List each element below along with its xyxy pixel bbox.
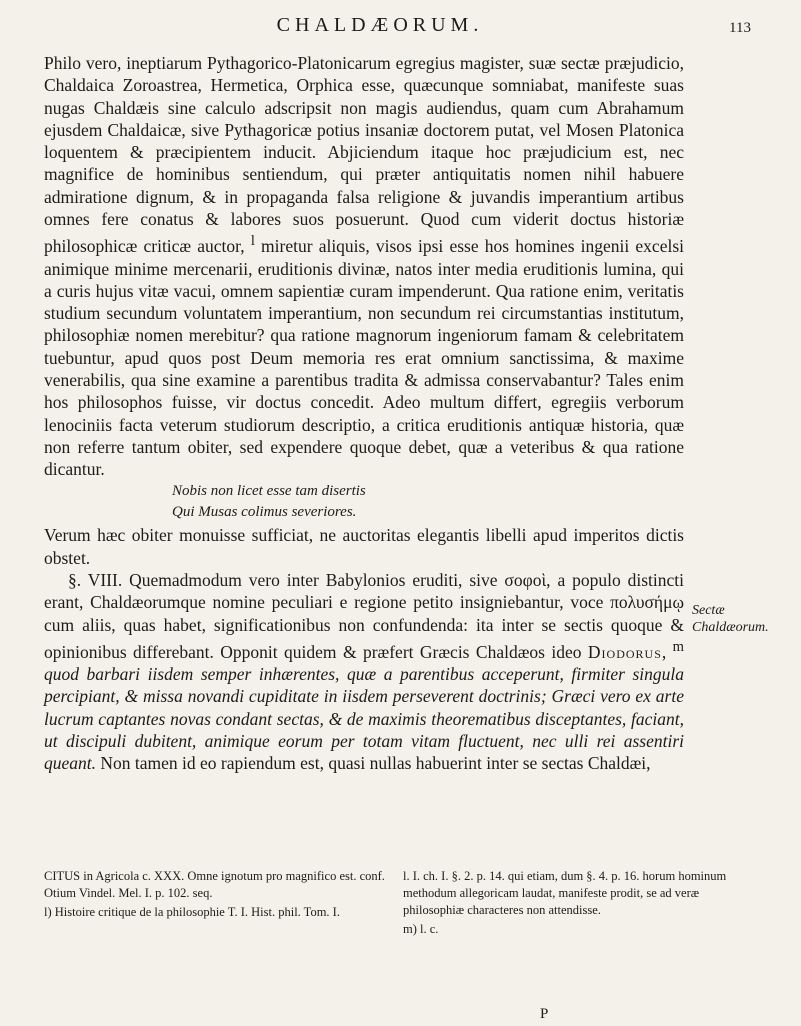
footnote-ref-m: m [672,638,685,655]
footnotes-right [403,868,744,940]
footnotes-left [44,868,385,940]
footnote-ref-l: l [250,233,255,250]
paragraph-2: Verum hæc obiter monuisse sufficiat, ne auctoritas elegantis libelli apud imperitos dictis obstet. [44,525,684,568]
verse-line-2: Qui Musas colimus severiores. [172,504,357,521]
diodorus-quote: quod barbari iisdem semper inhærentes, quæ a parentibus acceperunt, firmiter singula percipiant, & missa novandi cupiditate in iisdem perseverent doctrinis; Græci vero ex arte lucrum captantes novas condant sectas, & de maximis theorematibus disceptantes, faciant, ut discipuli dubitent, animique eorum per totam vitam fluctuent, nec ulli rei assentiri queant. [44,664,684,774]
main-text [44,52,684,775]
paragraph-1-cont: miretur aliquis, visos ipsi esse hos homines ingenii excelsi animique minime mercenarii, eruditionis divinæ, natos inter media eruditionis lumina, qui a curis hujus vitæ vacui, omnem sapientiæ curam impenderunt. Qua ratione enim, veritatis studium secundum voluntatem imperantium, non secundum rei circumstantias institutum, philosophiæ nomen merebitur? qua ratione magnorum ingeniorum famam & celebritatem tuebuntur, apud quos post Deum memoria res erat omnium sanctissima, & maxime venerabilis, qua sine examine a parentibus tradita & admissa conservabantur? Tales enim hos philosophos fuisse, vir doctus concedit. Adeo multum differt, egregiis verborum lenociniis facta veterum studiorum descriptio, a critica eruditionis antiquæ historia, quæ non referre tantum obiter, sed expendere quoque debet, quæ a veteribus & qua ratione dicantur. [44,236,685,480]
paragraph-3: §. VIII. Quemadmodum vero inter Babylonios eruditi, sive σοφοὶ, a populo distincti erant, Chaldæorumque nomine peculiari e regione petito insigniebantur, voce πολυσήμῳ cum aliis, quas habet, significationibus non confundenda: ita inter se sectis quoque & opinionibus differebant. Opponit quidem & præfert Græcis Chaldæos ideo Diodorus, $^m$ quod barbari iisdem semper inhærentes, quæ a parentibus acceperunt, firmiter singula percipiant, & missa novandi cupiditate in iisdem perseverent doctrinis; Græci vero ex arte lucrum captantes novas condant sectas, & de maximis theorematibus disceptantes, faciant, ut discipuli dubitent, animique eorum per totam vitam fluctuent, nec ulli rei assentiri queant. Non tamen id eo rapiendum est, quasi nullas habuerint inter se sectas Chaldæi, [44,570,685,774]
verse-line-1: Nobis non licet esse tam disertis [172,483,366,500]
footnote-l: l) Histoire critique de la philosophie T. I. Hist. phil. Tom. I. [44,905,340,919]
page-number: 113 [729,20,751,36]
paragraph-1-text: Philo vero, ineptiarum Pythagorico-Platonicarum egregius magister, suæ sectæ præjudicio, Chaldaica Zoroastrea, Hermetica, Orphica esse, quæcunque somniabat, manifeste suas nugas Chaldæis sine calculo adscripsit non magis audiendus, quam cum Abrahamum ejusdem Chaldaicæ, sive Pythagoricæ potius insaniæ doctorem putat, vel Mosen Platonica loquentem & præcipientem inducit. Abjiciendum itaque hoc præjudicium est, nec magnifice de hominibus sentiendum, qui præter antiquitatis nomen nihil habuere admiratione dignum, & in propaganda falsa religione & juvandis imperantium artibus omnes fere conatus & labores suos posuerunt. Quod cum viderit doctus historiæ philosophicæ criticæ auctor, [44,53,684,257]
footnotes [44,868,744,940]
footnote-k: CITUS in Agricola c. XXX. Omne ignotum pro magnifico est. conf. Otium Vindel. Mel. I. p. 102. seq. [44,869,385,900]
paragraph-1 [44,52,684,480]
running-head: CHALDÆORUM. [276,14,484,36]
signature-mark: P [540,1006,549,1022]
margin-note: Sectæ Chaldæorum. [692,603,769,635]
section-mark: §. VIII. [68,570,123,591]
footnote-l-cont: l. I. ch. I. §. 2. p. 14. qui etiam, dum §. 4. p. 16. horum hominum methodum allegoricam laudat, manifeste prodit, se ad veræ philosophiæ characteres non attendisse. [403,869,727,917]
footnote-m: m) l. c. [403,922,439,936]
author-diodorus: Diodorus [587,641,662,662]
paragraph-3-cont: Non tamen id eo rapiendum est, quasi nullas habuerint inter se sectas Chaldæi, [100,753,651,774]
paragraph-3-text: Quemadmodum vero inter Babylonios eruditi, sive σοφοὶ, a populo distincti erant, Chaldæorumque nomine peculiari e regione petito insigniebantur, voce πολυσήμῳ cum aliis, quas habet, significationibus non confundenda: ita inter se sectis quoque & opinionibus differebant. Opponit quidem & præfert Græcis Chaldæos ideo [44,570,685,662]
